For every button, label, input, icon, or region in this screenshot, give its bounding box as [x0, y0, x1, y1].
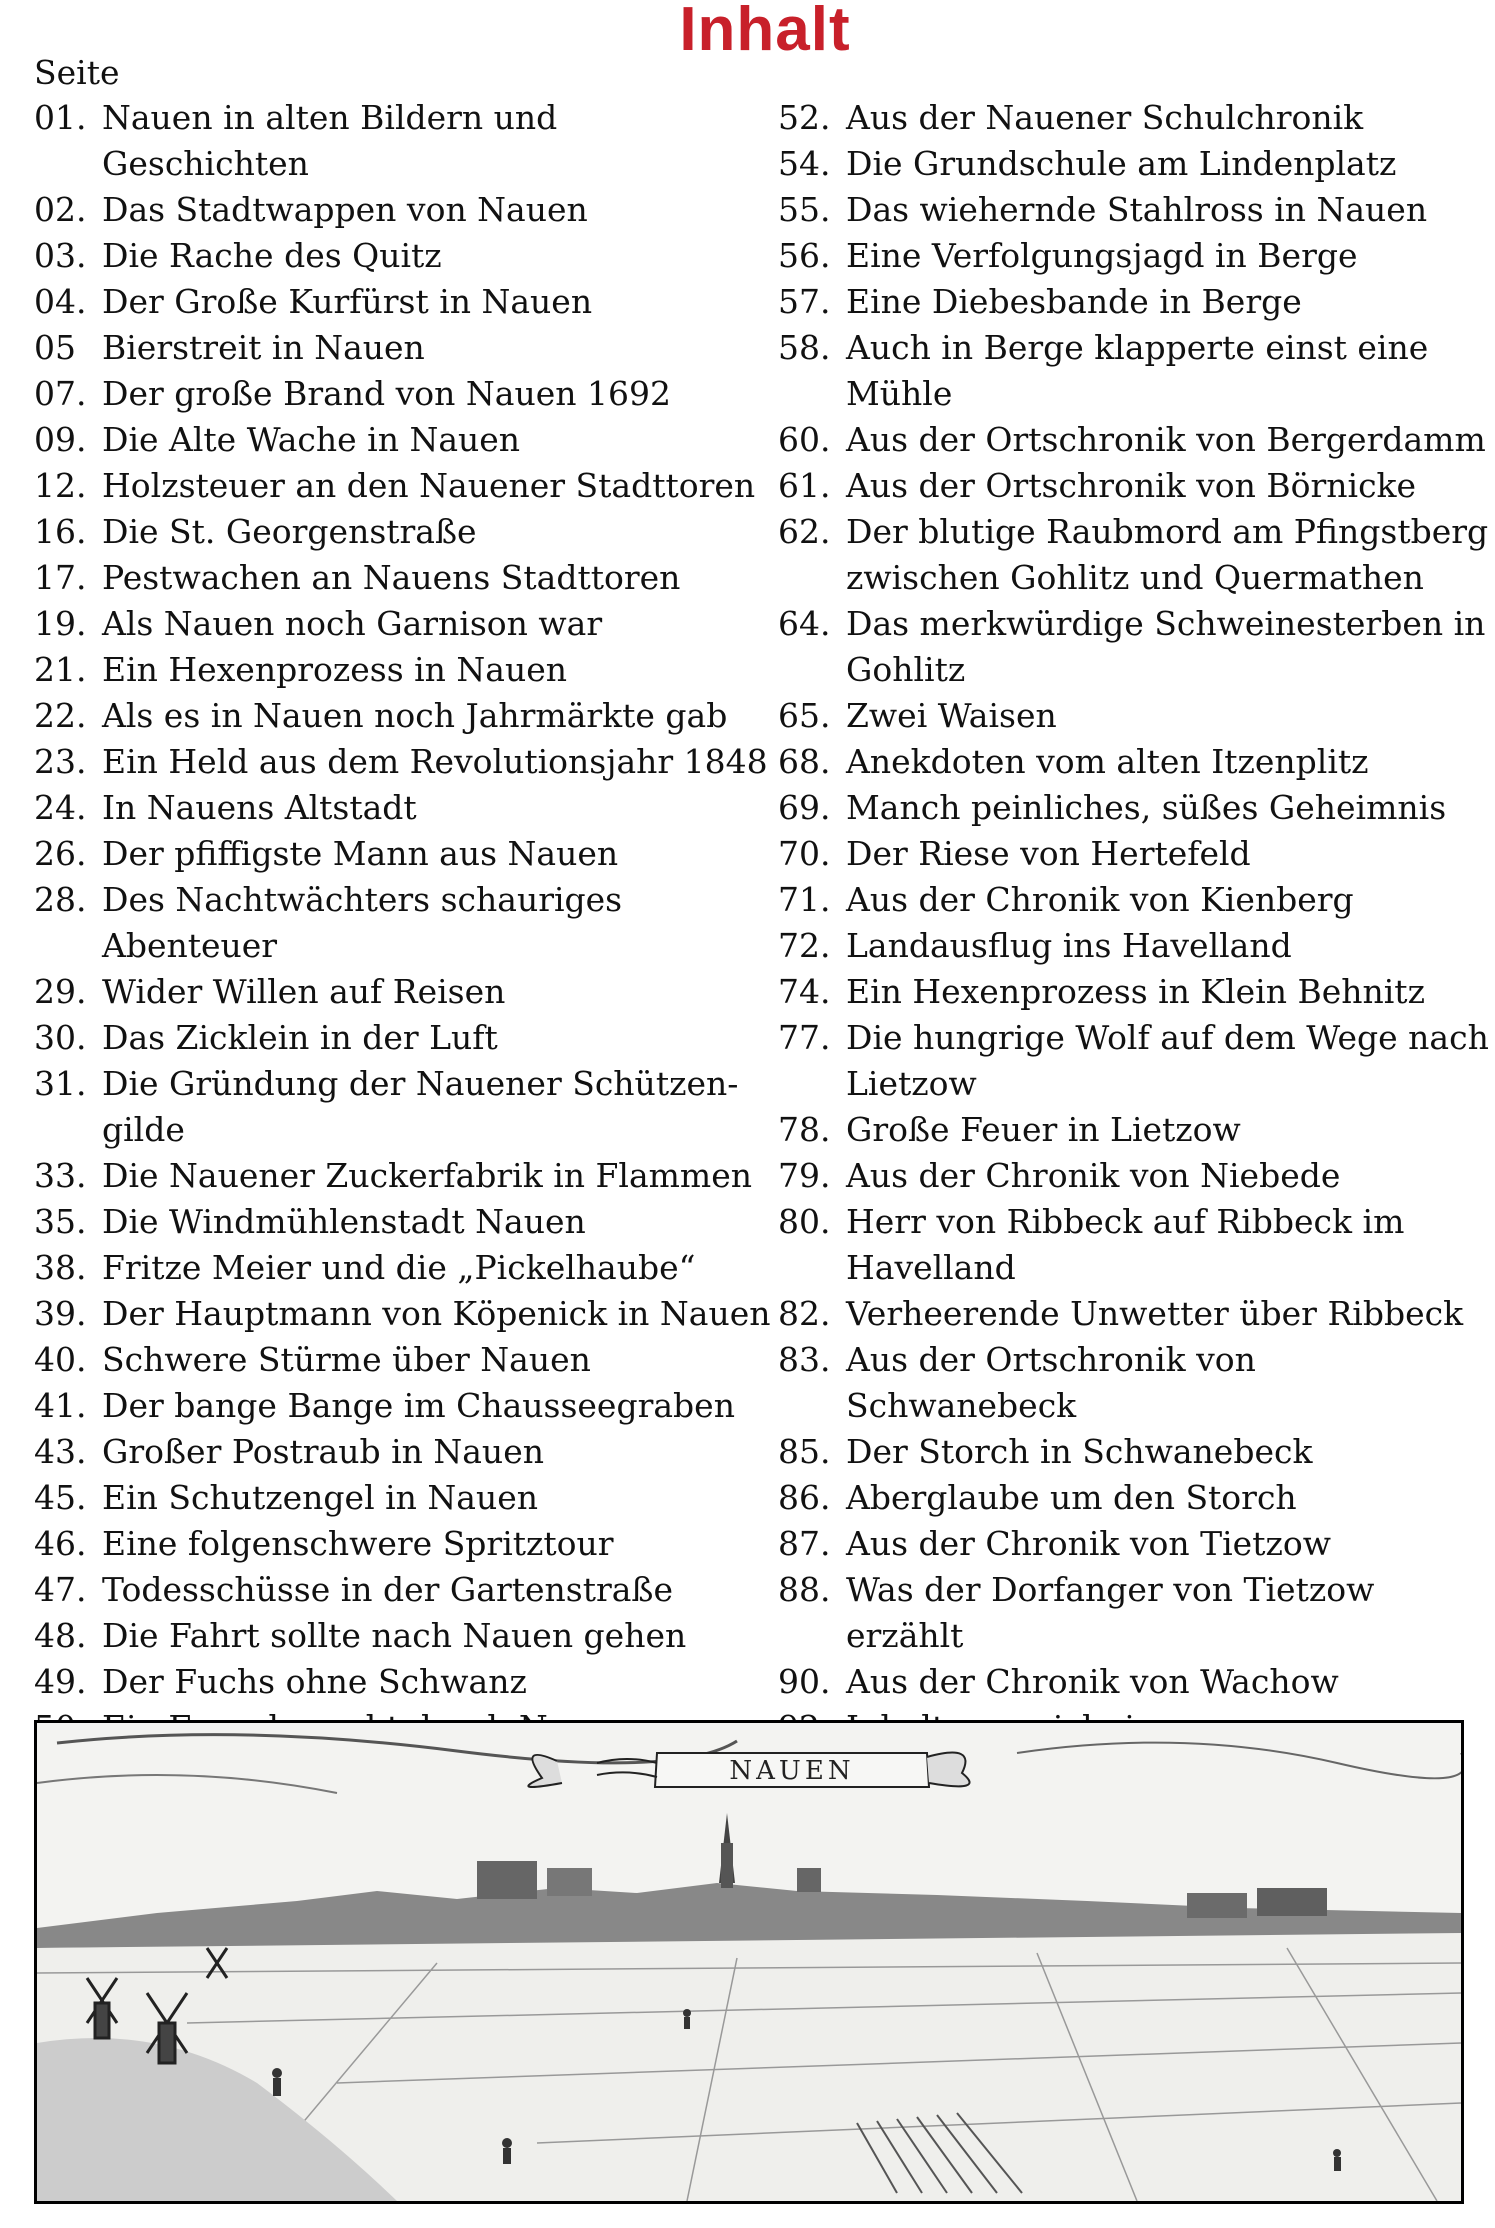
nauen-engraving-illustration [34, 1720, 1464, 2204]
toc-page-number: 82. [778, 1294, 831, 1333]
toc-entry-title: Die Rache des Quitz [102, 236, 442, 275]
toc-entry-title: In Nauens Altstadt [102, 788, 417, 827]
toc-entry [34, 325, 774, 371]
toc-entry [34, 647, 774, 693]
toc-right-column [778, 95, 1490, 1751]
toc-entry-title: Fritze Meier und die „Pickelhaube“ [102, 1248, 696, 1287]
toc-page-number: 85. [778, 1432, 831, 1471]
toc-entry [778, 923, 1490, 969]
toc-entry-title: Todesschüsse in der Gartenstraße [102, 1570, 674, 1609]
toc-entry-title: Wider Willen auf Reisen [102, 972, 506, 1011]
toc-entry-title: Aus der Chronik von Niebede [846, 1156, 1341, 1195]
toc-entry [34, 969, 774, 1015]
toc-left-column [34, 95, 774, 1751]
toc-entry [778, 325, 1490, 417]
toc-entry [778, 1567, 1490, 1659]
toc-entry [778, 1199, 1490, 1291]
toc-entry [34, 831, 774, 877]
toc-page-number: 58. [778, 328, 831, 367]
toc-entry [34, 555, 774, 601]
toc-entry [778, 509, 1490, 601]
toc-entry-title: Manch peinliches, süßes Geheimnis [846, 788, 1447, 827]
toc-entry-title: Die Grundschule am Lindenplatz [846, 144, 1397, 183]
toc-entry-title: Aus der Chronik von Tietzow [846, 1524, 1331, 1563]
toc-page-number: 16. [34, 512, 87, 551]
toc-entry [34, 601, 774, 647]
toc-entry-title: Die Windmühlenstadt Nauen [102, 1202, 586, 1241]
toc-entry-title: Der bange Bange im Chausseegraben [102, 1386, 735, 1425]
toc-page-number: 46. [34, 1524, 87, 1563]
toc-entry-title: Die Gründung der Nauener Schützen-gilde [102, 1064, 739, 1149]
toc-entry-title: Was der Dorfanger von Tietzow erzählt [846, 1570, 1375, 1655]
toc-page-number: 07. [34, 374, 87, 413]
toc-page-number: 09. [34, 420, 87, 459]
toc-page-number: 88. [778, 1570, 831, 1609]
toc-entry-title: Großer Postraub in Nauen [102, 1432, 544, 1471]
toc-page-number: 87. [778, 1524, 831, 1563]
toc-entry-title: Anekdoten vom alten Itzenplitz [846, 742, 1369, 781]
toc-page-number: 61. [778, 466, 831, 505]
toc-entry [778, 1475, 1490, 1521]
toc-entry-title: Nauen in alten Bildern und Geschichten [102, 98, 558, 183]
toc-entry [34, 187, 774, 233]
toc-entry [778, 1659, 1490, 1705]
page-column-label: Seite [34, 53, 120, 92]
toc-entry [34, 1613, 774, 1659]
page-title: Inhalt [679, 0, 851, 64]
toc-page-number: 23. [34, 742, 87, 781]
toc-page-number: 71. [778, 880, 831, 919]
toc-page-number: 19. [34, 604, 87, 643]
toc-entry [778, 831, 1490, 877]
toc-entry [34, 1291, 774, 1337]
toc-entry [34, 95, 774, 187]
toc-page-number: 31. [34, 1064, 87, 1103]
toc-entry-title: Holzsteuer an den Nauener Stadttoren [102, 466, 756, 505]
toc-page-number: 68. [778, 742, 831, 781]
toc-page-number: 49. [34, 1662, 87, 1701]
toc-page-number: 04. [34, 282, 87, 321]
toc-page-number: 57. [778, 282, 831, 321]
toc-entry-title: Eine Verfolgungsjagd in Berge [846, 236, 1358, 275]
toc-page-number: 35. [34, 1202, 87, 1241]
toc-entry [34, 1429, 774, 1475]
toc-entry-title: Das merkwürdige Schweinesterben in Gohlitz [846, 604, 1486, 689]
toc-entry [34, 233, 774, 279]
toc-entry [34, 1153, 774, 1199]
toc-entry-title: Zwei Waisen [846, 696, 1057, 735]
toc-entry [778, 693, 1490, 739]
toc-page-number: 54. [778, 144, 831, 183]
toc-entry-title: Der Große Kurfürst in Nauen [102, 282, 593, 321]
toc-entry-title: Bierstreit in Nauen [102, 328, 425, 367]
toc-entry-title: Der blutige Raubmord am Pfingstberg zwischen Gohlitz und Quermathen [846, 512, 1489, 597]
toc-page-number: 60. [778, 420, 831, 459]
toc-entry [778, 187, 1490, 233]
toc-page-number: 24. [34, 788, 87, 827]
toc-entry-title: Ein Hexenprozess in Klein Behnitz [846, 972, 1425, 1011]
toc-entry [778, 463, 1490, 509]
toc-entry-title: Die Fahrt sollte nach Nauen gehen [102, 1616, 687, 1655]
toc-entry-title: Des Nachtwächters schauriges Abenteuer [102, 880, 623, 965]
toc-page-number: 74. [778, 972, 831, 1011]
toc-page-number: 38. [34, 1248, 87, 1287]
toc-entry-title: Das Zicklein in der Luft [102, 1018, 498, 1057]
toc-page-number: 83. [778, 1340, 831, 1379]
toc-entry-title: Aus der Nauener Schulchronik [846, 98, 1364, 137]
toc-entry [34, 877, 774, 969]
toc-entry [34, 1659, 774, 1705]
toc-page-number: 86. [778, 1478, 831, 1517]
toc-page-number: 90. [778, 1662, 831, 1701]
toc-entry [34, 1383, 774, 1429]
toc-entry-title: Der große Brand von Nauen 1692 [102, 374, 671, 413]
toc-entry-title: Aus der Chronik von Kienberg [846, 880, 1354, 919]
toc-entry-title: Die hungrige Wolf auf dem Wege nach Lietzow [846, 1018, 1489, 1103]
toc-entry [778, 1291, 1490, 1337]
toc-entry [778, 739, 1490, 785]
toc-entry [34, 1199, 774, 1245]
toc-entry-title: Als es in Nauen noch Jahrmärkte gab [102, 696, 728, 735]
toc-entry [34, 1061, 774, 1153]
toc-page-number: 79. [778, 1156, 831, 1195]
toc-page-number: 45. [34, 1478, 87, 1517]
toc-entry [778, 95, 1490, 141]
toc-entry [778, 877, 1490, 923]
toc-entry [34, 509, 774, 555]
toc-page-number: 70. [778, 834, 831, 873]
toc-page-number: 29. [34, 972, 87, 1011]
toc-page-number: 33. [34, 1156, 87, 1195]
toc-page-number: 78. [778, 1110, 831, 1149]
toc-entry-title: Aus der Ortschronik von Börnicke [846, 466, 1417, 505]
toc-entry [778, 141, 1490, 187]
toc-entry-title: Ein Hexenprozess in Nauen [102, 650, 568, 689]
toc-entry [778, 785, 1490, 831]
toc-entry [34, 371, 774, 417]
toc-entry [34, 739, 774, 785]
toc-page-number: 39. [34, 1294, 87, 1333]
toc-page-number: 28. [34, 880, 87, 919]
toc-page-number: 72. [778, 926, 831, 965]
toc-page-number: 55. [778, 190, 831, 229]
toc-page-number: 02. [34, 190, 87, 229]
toc-entry-title: Der pfiffigste Mann aus Nauen [102, 834, 619, 873]
toc-page-number: 69. [778, 788, 831, 827]
toc-page-number: 03. [34, 236, 87, 275]
toc-entry-title: Herr von Ribbeck auf Ribbeck im Havelland [846, 1202, 1405, 1287]
toc-page-number: 26. [34, 834, 87, 873]
toc-entry-title: Große Feuer in Lietzow [846, 1110, 1241, 1149]
toc-entry-title: Der Storch in Schwanebeck [846, 1432, 1313, 1471]
toc-entry-title: Die Alte Wache in Nauen [102, 420, 521, 459]
toc-page-number: 62. [778, 512, 831, 551]
toc-entry [778, 1521, 1490, 1567]
toc-entry-title: Verheerende Unwetter über Ribbeck [846, 1294, 1464, 1333]
toc-entry [34, 1521, 774, 1567]
toc-entry [778, 601, 1490, 693]
toc-entry-title: Der Fuchs ohne Schwanz [102, 1662, 527, 1701]
toc-page-number: 22. [34, 696, 87, 735]
toc-entry [778, 1015, 1490, 1107]
toc-entry-title: Der Riese von Hertefeld [846, 834, 1251, 873]
engraving-banner-text: NAUEN [729, 1756, 855, 1786]
toc-entry [34, 1015, 774, 1061]
toc-entry-title: Eine Diebesbande in Berge [846, 282, 1302, 321]
toc-page-number: 64. [778, 604, 831, 643]
toc-page-number: 65. [778, 696, 831, 735]
toc-page-number: 12. [34, 466, 87, 505]
toc-entry [34, 693, 774, 739]
toc-entry [34, 1337, 774, 1383]
toc-entry-title: Das Stadtwappen von Nauen [102, 190, 588, 229]
toc-entry-title: Landausflug ins Havelland [846, 926, 1292, 965]
toc-entry-title: Als Nauen noch Garnison war [102, 604, 603, 643]
toc-entry [778, 279, 1490, 325]
toc-page-number: 01. [34, 98, 87, 137]
toc-entry [778, 417, 1490, 463]
toc-entry-title: Auch in Berge klapperte einst eine Mühle [846, 328, 1429, 413]
toc-page-number: 48. [34, 1616, 87, 1655]
toc-page-number: 40. [34, 1340, 87, 1379]
toc-entry [778, 233, 1490, 279]
toc-entry-title: Aus der Chronik von Wachow [846, 1662, 1339, 1701]
toc-entry [778, 969, 1490, 1015]
toc-entry [34, 279, 774, 325]
toc-entry-title: Aberglaube um den Storch [846, 1478, 1297, 1517]
toc-entry-title: Ein Held aus dem Revolutionsjahr 1848 [102, 742, 768, 781]
toc-entry [34, 1245, 774, 1291]
toc-entry-title: Der Hauptmann von Köpenick in Nauen [102, 1294, 771, 1333]
toc-entry [778, 1337, 1490, 1429]
toc-page-number: 30. [34, 1018, 87, 1057]
toc-entry-title: Eine folgenschwere Spritztour [102, 1524, 614, 1563]
toc-entry-title: Die St. Georgenstraße [102, 512, 477, 551]
toc-entry [34, 463, 774, 509]
toc-entry [34, 1567, 774, 1613]
toc-entry [34, 417, 774, 463]
toc-entry [778, 1153, 1490, 1199]
toc-page-number: 77. [778, 1018, 831, 1057]
toc-page-number: 41. [34, 1386, 87, 1425]
toc-entry-title: Ein Schutzengel in Nauen [102, 1478, 538, 1517]
toc-entry-title: Aus der Ortschronik von Bergerdamm [846, 420, 1486, 459]
toc-page-number: 52. [778, 98, 831, 137]
toc-page-number: 21. [34, 650, 87, 689]
toc-page-number: 47. [34, 1570, 87, 1609]
toc-entry-title: Die Nauener Zuckerfabrik in Flammen [102, 1156, 752, 1195]
toc-entry [34, 1475, 774, 1521]
toc-entry-title: Schwere Stürme über Nauen [102, 1340, 591, 1379]
toc-entry-title: Pestwachen an Nauens Stadttoren [102, 558, 681, 597]
toc-entry-title: Aus der Ortschronik von Schwanebeck [846, 1340, 1256, 1425]
toc-entry [778, 1429, 1490, 1475]
toc-page-number: 56. [778, 236, 831, 275]
toc-page-number: 80. [778, 1202, 831, 1241]
toc-page-number: 05 [34, 328, 76, 367]
toc-page-number: 43. [34, 1432, 87, 1471]
toc-entry-title: Das wiehernde Stahlross in Nauen [846, 190, 1428, 229]
toc-entry [778, 1107, 1490, 1153]
toc-page-number: 17. [34, 558, 87, 597]
toc-entry [34, 785, 774, 831]
